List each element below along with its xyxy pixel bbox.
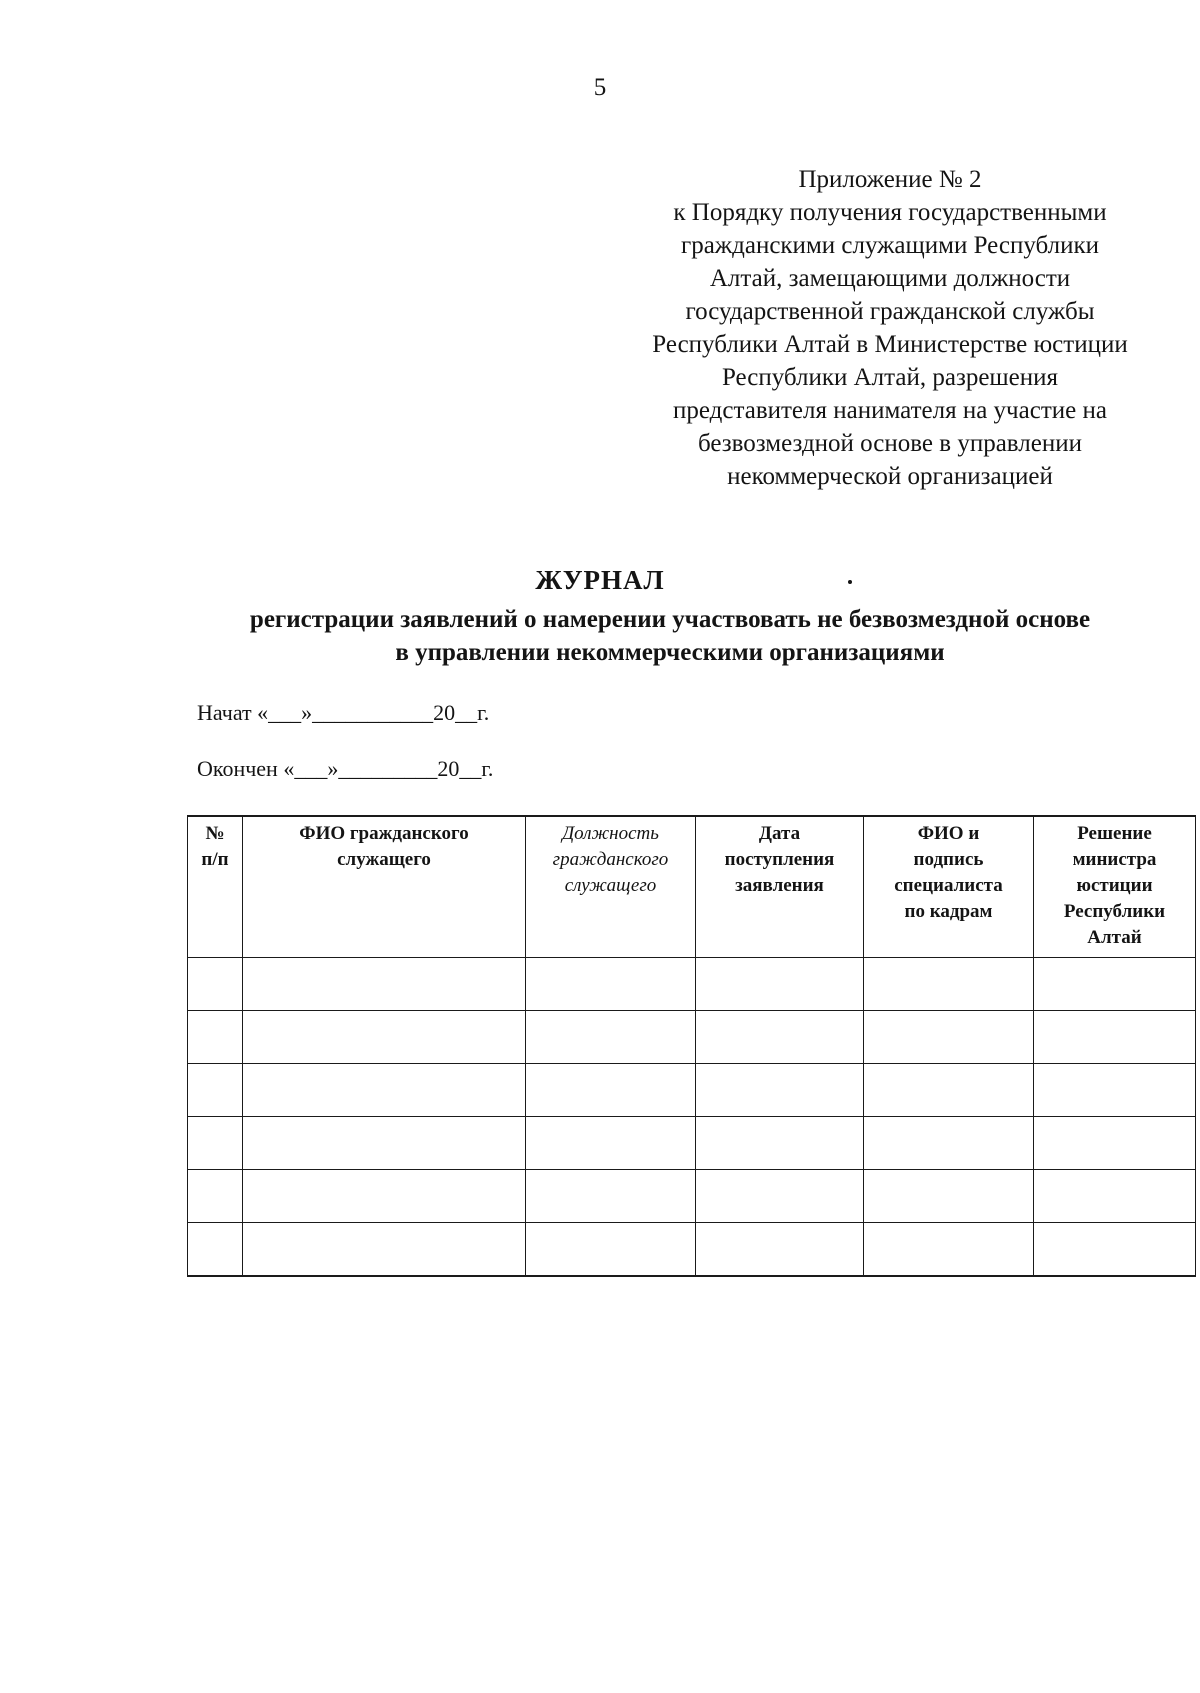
table-cell xyxy=(1034,958,1196,1011)
table-cell xyxy=(188,1170,243,1223)
table-cell xyxy=(1034,1117,1196,1170)
end-date-field: Окончен «___»_________20__г. xyxy=(197,756,494,781)
header-receipt-date: Дата поступления заявления xyxy=(696,816,864,958)
table-cell xyxy=(188,1011,243,1064)
annex-line: Алтай, замещающими должности xyxy=(709,265,1071,292)
table-cell xyxy=(864,1223,1034,1277)
table-cell xyxy=(188,1223,243,1277)
table-cell xyxy=(243,1223,526,1277)
table-cell xyxy=(243,958,526,1011)
table-cell xyxy=(864,1170,1034,1223)
page-number: 5 xyxy=(593,74,607,101)
annex-line: государственной гражданской службы xyxy=(685,298,1095,325)
table-row xyxy=(188,1064,1196,1117)
table-cell xyxy=(526,1064,696,1117)
table-cell xyxy=(188,958,243,1011)
annex-line: некоммерческой организацией xyxy=(727,463,1053,490)
table-row xyxy=(188,1011,1196,1064)
header-hr-specialist: ФИО и подпись специалиста по кадрам xyxy=(864,816,1034,958)
table-cell xyxy=(243,1117,526,1170)
table-row xyxy=(188,958,1196,1011)
table-cell xyxy=(526,1170,696,1223)
table-cell xyxy=(1034,1170,1196,1223)
annex-line: к Порядку получения государственными xyxy=(673,199,1107,226)
table-cell xyxy=(1034,1064,1196,1117)
table-row xyxy=(188,1223,1196,1277)
table-cell xyxy=(864,1117,1034,1170)
table-cell xyxy=(526,958,696,1011)
header-minister-decision: Решение министра юстиции Республики Алтай xyxy=(1034,816,1196,958)
table-row xyxy=(188,1170,1196,1223)
journal-subtitle xyxy=(150,603,1190,669)
annex-block xyxy=(620,163,1160,493)
table-cell xyxy=(188,1064,243,1117)
table-cell xyxy=(696,1064,864,1117)
table-cell xyxy=(864,1064,1034,1117)
table-cell xyxy=(526,1223,696,1277)
table-cell xyxy=(243,1064,526,1117)
table-cell xyxy=(696,958,864,1011)
journal-subtitle-line: в управлении некоммерческими организациями xyxy=(395,639,945,666)
header-employee-position: Должность гражданского служащего xyxy=(526,816,696,958)
stray-dot-mark xyxy=(848,580,852,584)
table-cell xyxy=(1034,1011,1196,1064)
table-cell xyxy=(1034,1223,1196,1277)
table-cell xyxy=(696,1170,864,1223)
table-cell xyxy=(696,1223,864,1277)
annex-line: безвозмездной основе в управлении xyxy=(697,430,1082,457)
journal-subtitle-line: регистрации заявлений о намерении участвовать не безвозмездной основе xyxy=(249,606,1091,633)
table-cell xyxy=(526,1011,696,1064)
start-date-field: Начат «___»___________20__г. xyxy=(197,700,490,725)
table-cell xyxy=(243,1011,526,1064)
annex-line: Приложение № 2 xyxy=(798,166,982,193)
table-cell xyxy=(188,1117,243,1170)
table-cell xyxy=(526,1117,696,1170)
table-cell xyxy=(243,1170,526,1223)
table-row xyxy=(188,1117,1196,1170)
table-header-row xyxy=(188,816,1196,958)
table-cell xyxy=(696,1011,864,1064)
header-number: № п/п xyxy=(188,816,243,958)
table-body xyxy=(188,958,1196,1277)
annex-line: гражданскими служащими Республики xyxy=(681,232,1099,259)
registration-table xyxy=(187,815,1196,1277)
table-cell xyxy=(864,958,1034,1011)
header-employee-name: ФИО гражданского служащего xyxy=(243,816,526,958)
journal-title: ЖУРНАЛ xyxy=(535,565,665,595)
annex-line: Республики Алтай в Министерстве юстиции xyxy=(652,331,1128,358)
annex-line: Республики Алтай, разрешения xyxy=(721,364,1059,391)
table-cell xyxy=(696,1117,864,1170)
annex-line: представителя нанимателя на участие на xyxy=(673,397,1107,424)
table-cell xyxy=(864,1011,1034,1064)
